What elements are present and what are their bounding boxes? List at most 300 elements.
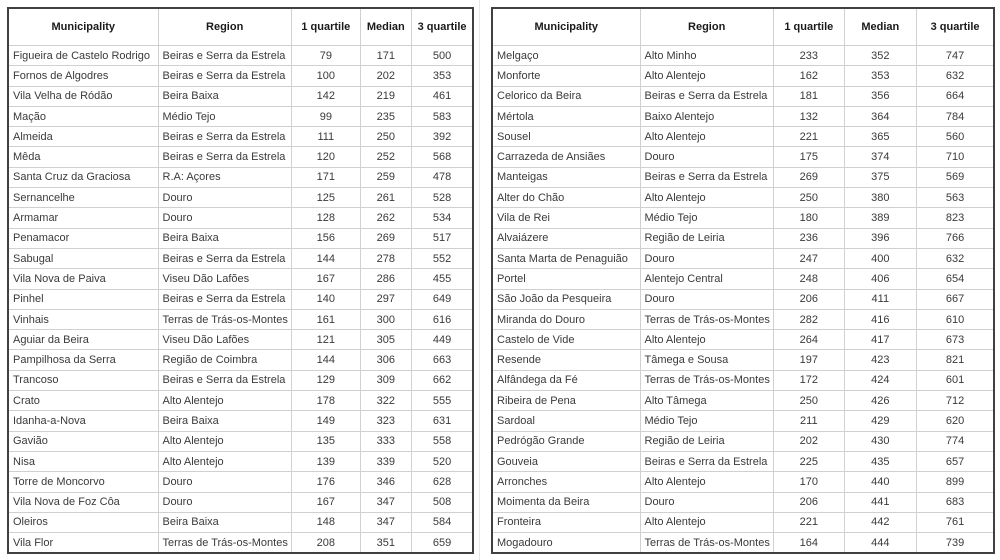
municipality-cell[interactable]: Manteigas [492, 167, 640, 187]
table-row [492, 512, 994, 532]
table-row [8, 46, 473, 66]
median-cell[interactable]: 389 [844, 208, 916, 228]
municipality-cell[interactable]: Melgaço [492, 46, 640, 66]
municipality-cell[interactable]: Resende [492, 350, 640, 370]
region-cell[interactable]: Douro [640, 248, 773, 268]
median-cell[interactable]: 380 [844, 188, 916, 208]
region-cell[interactable]: Beiras e Serra da Estrela [158, 370, 291, 390]
q1-cell[interactable]: 149 [291, 411, 360, 431]
table-row [492, 431, 994, 451]
region-cell[interactable]: Douro [158, 188, 291, 208]
median-cell[interactable]: 441 [844, 492, 916, 512]
region-cell[interactable]: Beiras e Serra da Estrela [640, 451, 773, 471]
table-row [492, 147, 994, 167]
column-header-q3[interactable]: 3 quartile [916, 8, 994, 46]
median-cell[interactable]: 305 [360, 330, 411, 350]
q1-cell[interactable]: 99 [291, 106, 360, 126]
q3-cell[interactable]: 552 [411, 248, 473, 268]
region-cell[interactable]: Alto Alentejo [640, 66, 773, 86]
median-cell[interactable]: 202 [360, 66, 411, 86]
median-cell[interactable]: 364 [844, 106, 916, 126]
median-cell[interactable]: 353 [844, 66, 916, 86]
municipality-cell[interactable]: Aguiar da Beira [8, 330, 158, 350]
median-cell[interactable]: 171 [360, 46, 411, 66]
q3-cell[interactable]: 569 [916, 167, 994, 187]
median-cell[interactable]: 417 [844, 330, 916, 350]
q1-cell[interactable]: 221 [773, 512, 844, 532]
q3-cell[interactable]: 528 [411, 188, 473, 208]
region-cell[interactable]: Beira Baixa [158, 228, 291, 248]
median-cell[interactable]: 261 [360, 188, 411, 208]
municipality-cell[interactable]: Idanha-a-Nova [8, 411, 158, 431]
median-cell[interactable]: 365 [844, 127, 916, 147]
median-cell[interactable]: 374 [844, 147, 916, 167]
municipality-cell[interactable]: Almeida [8, 127, 158, 147]
median-cell[interactable]: 333 [360, 431, 411, 451]
municipality-stats-table-right [491, 7, 995, 554]
q1-cell[interactable]: 79 [291, 46, 360, 66]
municipality-cell[interactable]: Carrazeda de Ansiães [492, 147, 640, 167]
municipality-cell[interactable]: Vila Nova de Paiva [8, 269, 158, 289]
q1-cell[interactable]: 221 [773, 127, 844, 147]
table-row [8, 106, 473, 126]
column-header-median[interactable]: Median [360, 8, 411, 46]
q1-cell[interactable]: 111 [291, 127, 360, 147]
q1-cell[interactable]: 125 [291, 188, 360, 208]
table-row [8, 147, 473, 167]
median-cell[interactable]: 406 [844, 269, 916, 289]
table-row [8, 411, 473, 431]
median-cell[interactable]: 424 [844, 370, 916, 390]
q3-cell[interactable]: 739 [916, 533, 994, 554]
median-cell[interactable]: 444 [844, 533, 916, 554]
q3-cell[interactable]: 520 [411, 451, 473, 471]
municipality-cell[interactable]: Gouveia [492, 451, 640, 471]
q3-cell[interactable]: 657 [916, 451, 994, 471]
median-cell[interactable]: 347 [360, 512, 411, 532]
q1-cell[interactable]: 178 [291, 391, 360, 411]
municipality-cell[interactable]: Alter do Chão [492, 188, 640, 208]
q3-cell[interactable]: 517 [411, 228, 473, 248]
municipality-cell[interactable]: Vila Nova de Foz Côa [8, 492, 158, 512]
region-cell[interactable]: Terras de Trás-os-Montes [158, 309, 291, 329]
q3-cell[interactable]: 449 [411, 330, 473, 350]
median-cell[interactable]: 346 [360, 472, 411, 492]
table-row [8, 431, 473, 451]
table-row [8, 228, 473, 248]
q3-cell[interactable]: 558 [411, 431, 473, 451]
region-cell[interactable]: Beiras e Serra da Estrela [158, 46, 291, 66]
q3-cell[interactable]: 664 [916, 86, 994, 106]
median-cell[interactable]: 323 [360, 411, 411, 431]
municipality-cell[interactable]: Pampilhosa da Serra [8, 350, 158, 370]
q1-cell[interactable]: 120 [291, 147, 360, 167]
table-row [492, 188, 994, 208]
median-cell[interactable]: 278 [360, 248, 411, 268]
q1-cell[interactable]: 144 [291, 248, 360, 268]
median-cell[interactable]: 426 [844, 391, 916, 411]
median-cell[interactable]: 300 [360, 309, 411, 329]
median-cell[interactable]: 430 [844, 431, 916, 451]
column-header-region[interactable]: Region [640, 8, 773, 46]
municipality-cell[interactable]: Miranda do Douro [492, 309, 640, 329]
region-cell[interactable]: Terras de Trás-os-Montes [640, 309, 773, 329]
table-row [8, 309, 473, 329]
median-cell[interactable]: 429 [844, 411, 916, 431]
municipality-cell[interactable]: Gavião [8, 431, 158, 451]
region-cell[interactable]: Beira Baixa [158, 411, 291, 431]
municipality-cell[interactable]: Castelo de Vide [492, 330, 640, 350]
region-cell[interactable]: Beiras e Serra da Estrela [158, 66, 291, 86]
median-cell[interactable]: 440 [844, 472, 916, 492]
table-row [8, 269, 473, 289]
median-cell[interactable]: 442 [844, 512, 916, 532]
table-row [8, 289, 473, 309]
table-row [492, 370, 994, 390]
municipality-cell[interactable]: Santa Cruz da Graciosa [8, 167, 158, 187]
q1-cell[interactable]: 148 [291, 512, 360, 532]
q3-cell[interactable]: 555 [411, 391, 473, 411]
region-cell[interactable]: Douro [640, 147, 773, 167]
q3-cell[interactable]: 673 [916, 330, 994, 350]
q3-cell[interactable]: 659 [411, 533, 473, 554]
q3-cell[interactable]: 712 [916, 391, 994, 411]
municipality-cell[interactable]: Alvaiázere [492, 228, 640, 248]
q1-cell[interactable]: 181 [773, 86, 844, 106]
municipality-cell[interactable]: Pedrógão Grande [492, 431, 640, 451]
region-cell[interactable]: Douro [158, 492, 291, 512]
q3-cell[interactable]: 654 [916, 269, 994, 289]
municipality-cell[interactable]: Alfândega da Fé [492, 370, 640, 390]
q1-cell[interactable]: 144 [291, 350, 360, 370]
median-cell[interactable]: 297 [360, 289, 411, 309]
municipality-cell[interactable]: Vila de Rei [492, 208, 640, 228]
q3-cell[interactable]: 784 [916, 106, 994, 126]
municipality-cell[interactable]: Trancoso [8, 370, 158, 390]
q1-cell[interactable]: 282 [773, 309, 844, 329]
region-cell[interactable]: Douro [158, 472, 291, 492]
region-cell[interactable]: Beira Baixa [158, 512, 291, 532]
municipality-cell[interactable]: Sabugal [8, 248, 158, 268]
region-cell[interactable]: Alto Alentejo [640, 512, 773, 532]
region-cell[interactable]: Beiras e Serra da Estrela [158, 127, 291, 147]
municipality-cell[interactable]: Fronteira [492, 512, 640, 532]
q3-cell[interactable]: 563 [916, 188, 994, 208]
region-cell[interactable]: Alto Minho [640, 46, 773, 66]
q3-cell[interactable]: 747 [916, 46, 994, 66]
table-row [492, 472, 994, 492]
region-cell[interactable]: Alto Alentejo [158, 391, 291, 411]
median-cell[interactable]: 262 [360, 208, 411, 228]
q1-cell[interactable]: 247 [773, 248, 844, 268]
q1-cell[interactable]: 142 [291, 86, 360, 106]
median-cell[interactable]: 375 [844, 167, 916, 187]
q1-cell[interactable]: 250 [773, 391, 844, 411]
median-cell[interactable]: 339 [360, 451, 411, 471]
median-cell[interactable]: 286 [360, 269, 411, 289]
q3-cell[interactable]: 774 [916, 431, 994, 451]
municipality-cell[interactable]: Vinhais [8, 309, 158, 329]
q1-cell[interactable]: 129 [291, 370, 360, 390]
municipality-cell[interactable]: Mértola [492, 106, 640, 126]
median-cell[interactable]: 351 [360, 533, 411, 554]
median-cell[interactable]: 269 [360, 228, 411, 248]
q1-cell[interactable]: 206 [773, 289, 844, 309]
table-row [492, 289, 994, 309]
q1-cell[interactable]: 161 [291, 309, 360, 329]
q3-cell[interactable]: 353 [411, 66, 473, 86]
table-row [8, 391, 473, 411]
median-cell[interactable]: 423 [844, 350, 916, 370]
table-row [8, 533, 473, 554]
column-header-municipality[interactable]: Municipality [8, 8, 158, 46]
q3-cell[interactable]: 584 [411, 512, 473, 532]
median-cell[interactable]: 356 [844, 86, 916, 106]
q1-cell[interactable]: 170 [773, 472, 844, 492]
municipality-cell[interactable]: Sousel [492, 127, 640, 147]
q1-cell[interactable]: 211 [773, 411, 844, 431]
region-cell[interactable]: Douro [640, 289, 773, 309]
q3-cell[interactable]: 710 [916, 147, 994, 167]
q1-cell[interactable]: 140 [291, 289, 360, 309]
region-cell[interactable]: Baixo Alentejo [640, 106, 773, 126]
region-cell[interactable]: Alentejo Central [640, 269, 773, 289]
median-cell[interactable]: 309 [360, 370, 411, 390]
municipality-stats-table-left [7, 7, 474, 554]
region-cell[interactable]: Beiras e Serra da Estrela [640, 86, 773, 106]
q3-cell[interactable]: 663 [411, 350, 473, 370]
q1-cell[interactable]: 250 [773, 188, 844, 208]
region-cell[interactable]: Alto Alentejo [640, 472, 773, 492]
header-row [8, 8, 473, 46]
q1-cell[interactable]: 164 [773, 533, 844, 554]
q1-cell[interactable]: 172 [773, 370, 844, 390]
municipality-cell[interactable]: Vila Flor [8, 533, 158, 554]
q1-cell[interactable]: 167 [291, 269, 360, 289]
median-cell[interactable]: 352 [844, 46, 916, 66]
median-cell[interactable]: 306 [360, 350, 411, 370]
column-header-municipality[interactable]: Municipality [492, 8, 640, 46]
region-cell[interactable]: Alto Tâmega [640, 391, 773, 411]
municipality-cell[interactable]: Mêda [8, 147, 158, 167]
region-cell[interactable]: Beiras e Serra da Estrela [640, 167, 773, 187]
median-cell[interactable]: 235 [360, 106, 411, 126]
median-cell[interactable]: 411 [844, 289, 916, 309]
q3-cell[interactable]: 667 [916, 289, 994, 309]
q1-cell[interactable]: 128 [291, 208, 360, 228]
table-row [8, 167, 473, 187]
table-row [492, 66, 994, 86]
region-cell[interactable]: Viseu Dão Lafões [158, 269, 291, 289]
q1-cell[interactable]: 156 [291, 228, 360, 248]
q3-cell[interactable]: 632 [916, 66, 994, 86]
q3-cell[interactable]: 461 [411, 86, 473, 106]
table-row [492, 411, 994, 431]
median-cell[interactable]: 252 [360, 147, 411, 167]
q3-cell[interactable]: 766 [916, 228, 994, 248]
q1-cell[interactable]: 176 [291, 472, 360, 492]
q3-cell[interactable]: 761 [916, 512, 994, 532]
municipality-cell[interactable]: Mogadouro [492, 533, 640, 554]
q3-cell[interactable]: 662 [411, 370, 473, 390]
q3-cell[interactable]: 601 [916, 370, 994, 390]
q3-cell[interactable]: 823 [916, 208, 994, 228]
municipality-cell[interactable]: Santa Marta de Penaguião [492, 248, 640, 268]
municipality-cell[interactable]: Pinhel [8, 289, 158, 309]
q3-cell[interactable]: 628 [411, 472, 473, 492]
table-row [492, 330, 994, 350]
table-row [492, 167, 994, 187]
column-header-q1[interactable]: 1 quartile [773, 8, 844, 46]
table-row [8, 330, 473, 350]
column-header-median[interactable]: Median [844, 8, 916, 46]
table-row [8, 188, 473, 208]
q1-cell[interactable]: 171 [291, 167, 360, 187]
q3-cell[interactable]: 500 [411, 46, 473, 66]
region-cell[interactable]: Alto Alentejo [158, 431, 291, 451]
table-row [8, 248, 473, 268]
q1-cell[interactable]: 236 [773, 228, 844, 248]
q1-cell[interactable]: 208 [291, 533, 360, 554]
region-cell[interactable]: Viseu Dão Lafões [158, 330, 291, 350]
q3-cell[interactable]: 620 [916, 411, 994, 431]
region-cell[interactable]: Tâmega e Sousa [640, 350, 773, 370]
q3-cell[interactable]: 568 [411, 147, 473, 167]
table-row [8, 208, 473, 228]
municipality-cell[interactable]: Fornos de Algodres [8, 66, 158, 86]
column-header-q1[interactable]: 1 quartile [291, 8, 360, 46]
region-cell[interactable]: Região de Leiria [640, 228, 773, 248]
region-cell[interactable]: R.A: Açores [158, 167, 291, 187]
table-row [492, 533, 994, 554]
q1-cell[interactable]: 264 [773, 330, 844, 350]
q1-cell[interactable]: 206 [773, 492, 844, 512]
q1-cell[interactable]: 167 [291, 492, 360, 512]
municipality-cell[interactable]: Monforte [492, 66, 640, 86]
table-row [492, 228, 994, 248]
table-row [492, 106, 994, 126]
median-cell[interactable]: 396 [844, 228, 916, 248]
municipality-cell[interactable]: Arronches [492, 472, 640, 492]
municipality-cell[interactable]: São João da Pesqueira [492, 289, 640, 309]
q3-cell[interactable]: 392 [411, 127, 473, 147]
q3-cell[interactable]: 534 [411, 208, 473, 228]
municipality-cell[interactable]: Portel [492, 269, 640, 289]
median-cell[interactable]: 219 [360, 86, 411, 106]
q3-cell[interactable]: 649 [411, 289, 473, 309]
table-row [492, 46, 994, 66]
q3-cell[interactable]: 632 [916, 248, 994, 268]
region-cell[interactable]: Terras de Trás-os-Montes [640, 370, 773, 390]
table-row [492, 86, 994, 106]
region-cell[interactable]: Médio Tejo [640, 411, 773, 431]
column-header-q3[interactable]: 3 quartile [411, 8, 473, 46]
header-row [492, 8, 994, 46]
q3-cell[interactable]: 478 [411, 167, 473, 187]
municipality-cell[interactable]: Mação [8, 106, 158, 126]
median-cell[interactable]: 259 [360, 167, 411, 187]
q1-cell[interactable]: 180 [773, 208, 844, 228]
region-cell[interactable]: Região de Coimbra [158, 350, 291, 370]
region-cell[interactable]: Beiras e Serra da Estrela [158, 147, 291, 167]
q1-cell[interactable]: 135 [291, 431, 360, 451]
municipality-cell[interactable]: Vila Velha de Ródão [8, 86, 158, 106]
median-cell[interactable]: 250 [360, 127, 411, 147]
q3-cell[interactable]: 683 [916, 492, 994, 512]
q1-cell[interactable]: 175 [773, 147, 844, 167]
q3-cell[interactable]: 610 [916, 309, 994, 329]
q1-cell[interactable]: 197 [773, 350, 844, 370]
municipality-cell[interactable]: Torre de Moncorvo [8, 472, 158, 492]
region-cell[interactable]: Douro [640, 492, 773, 512]
q3-cell[interactable]: 616 [411, 309, 473, 329]
q1-cell[interactable]: 139 [291, 451, 360, 471]
region-cell[interactable]: Beiras e Serra da Estrela [158, 248, 291, 268]
median-cell[interactable]: 347 [360, 492, 411, 512]
region-cell[interactable]: Médio Tejo [640, 208, 773, 228]
q1-cell[interactable]: 202 [773, 431, 844, 451]
q1-cell[interactable]: 233 [773, 46, 844, 66]
municipality-cell[interactable]: Nisa [8, 451, 158, 471]
table-row [492, 248, 994, 268]
region-cell[interactable]: Alto Alentejo [158, 451, 291, 471]
q3-cell[interactable]: 821 [916, 350, 994, 370]
column-header-region[interactable]: Region [158, 8, 291, 46]
region-cell[interactable]: Alto Alentejo [640, 127, 773, 147]
region-cell[interactable]: Terras de Trás-os-Montes [158, 533, 291, 554]
municipality-cell[interactable]: Penamacor [8, 228, 158, 248]
region-cell[interactable]: Beiras e Serra da Estrela [158, 289, 291, 309]
q3-cell[interactable]: 631 [411, 411, 473, 431]
municipality-cell[interactable]: Armamar [8, 208, 158, 228]
municipality-cell[interactable]: Moimenta da Beira [492, 492, 640, 512]
region-cell[interactable]: Alto Alentejo [640, 188, 773, 208]
table-row [492, 451, 994, 471]
municipality-cell[interactable]: Crato [8, 391, 158, 411]
region-cell[interactable]: Região de Leiria [640, 431, 773, 451]
median-cell[interactable]: 435 [844, 451, 916, 471]
q1-cell[interactable]: 121 [291, 330, 360, 350]
municipality-cell[interactable]: Oleiros [8, 512, 158, 532]
region-cell[interactable]: Beira Baixa [158, 86, 291, 106]
q3-cell[interactable]: 508 [411, 492, 473, 512]
q1-cell[interactable]: 132 [773, 106, 844, 126]
column-gridline [479, 0, 480, 560]
region-cell[interactable]: Terras de Trás-os-Montes [640, 533, 773, 554]
q1-cell[interactable]: 269 [773, 167, 844, 187]
median-cell[interactable]: 322 [360, 391, 411, 411]
q1-cell[interactable]: 162 [773, 66, 844, 86]
q1-cell[interactable]: 248 [773, 269, 844, 289]
table-row [492, 269, 994, 289]
q3-cell[interactable]: 560 [916, 127, 994, 147]
median-cell[interactable]: 416 [844, 309, 916, 329]
q3-cell[interactable]: 899 [916, 472, 994, 492]
municipality-cell[interactable]: Figueira de Castelo Rodrigo [8, 46, 158, 66]
q3-cell[interactable]: 455 [411, 269, 473, 289]
q1-cell[interactable]: 100 [291, 66, 360, 86]
region-cell[interactable]: Douro [158, 208, 291, 228]
region-cell[interactable]: Alto Alentejo [640, 330, 773, 350]
municipality-cell[interactable]: Sernancelhe [8, 188, 158, 208]
municipality-cell[interactable]: Celorico da Beira [492, 86, 640, 106]
municipality-cell[interactable]: Sardoal [492, 411, 640, 431]
region-cell[interactable]: Médio Tejo [158, 106, 291, 126]
q3-cell[interactable]: 583 [411, 106, 473, 126]
municipality-cell[interactable]: Ribeira de Pena [492, 391, 640, 411]
q1-cell[interactable]: 225 [773, 451, 844, 471]
median-cell[interactable]: 400 [844, 248, 916, 268]
